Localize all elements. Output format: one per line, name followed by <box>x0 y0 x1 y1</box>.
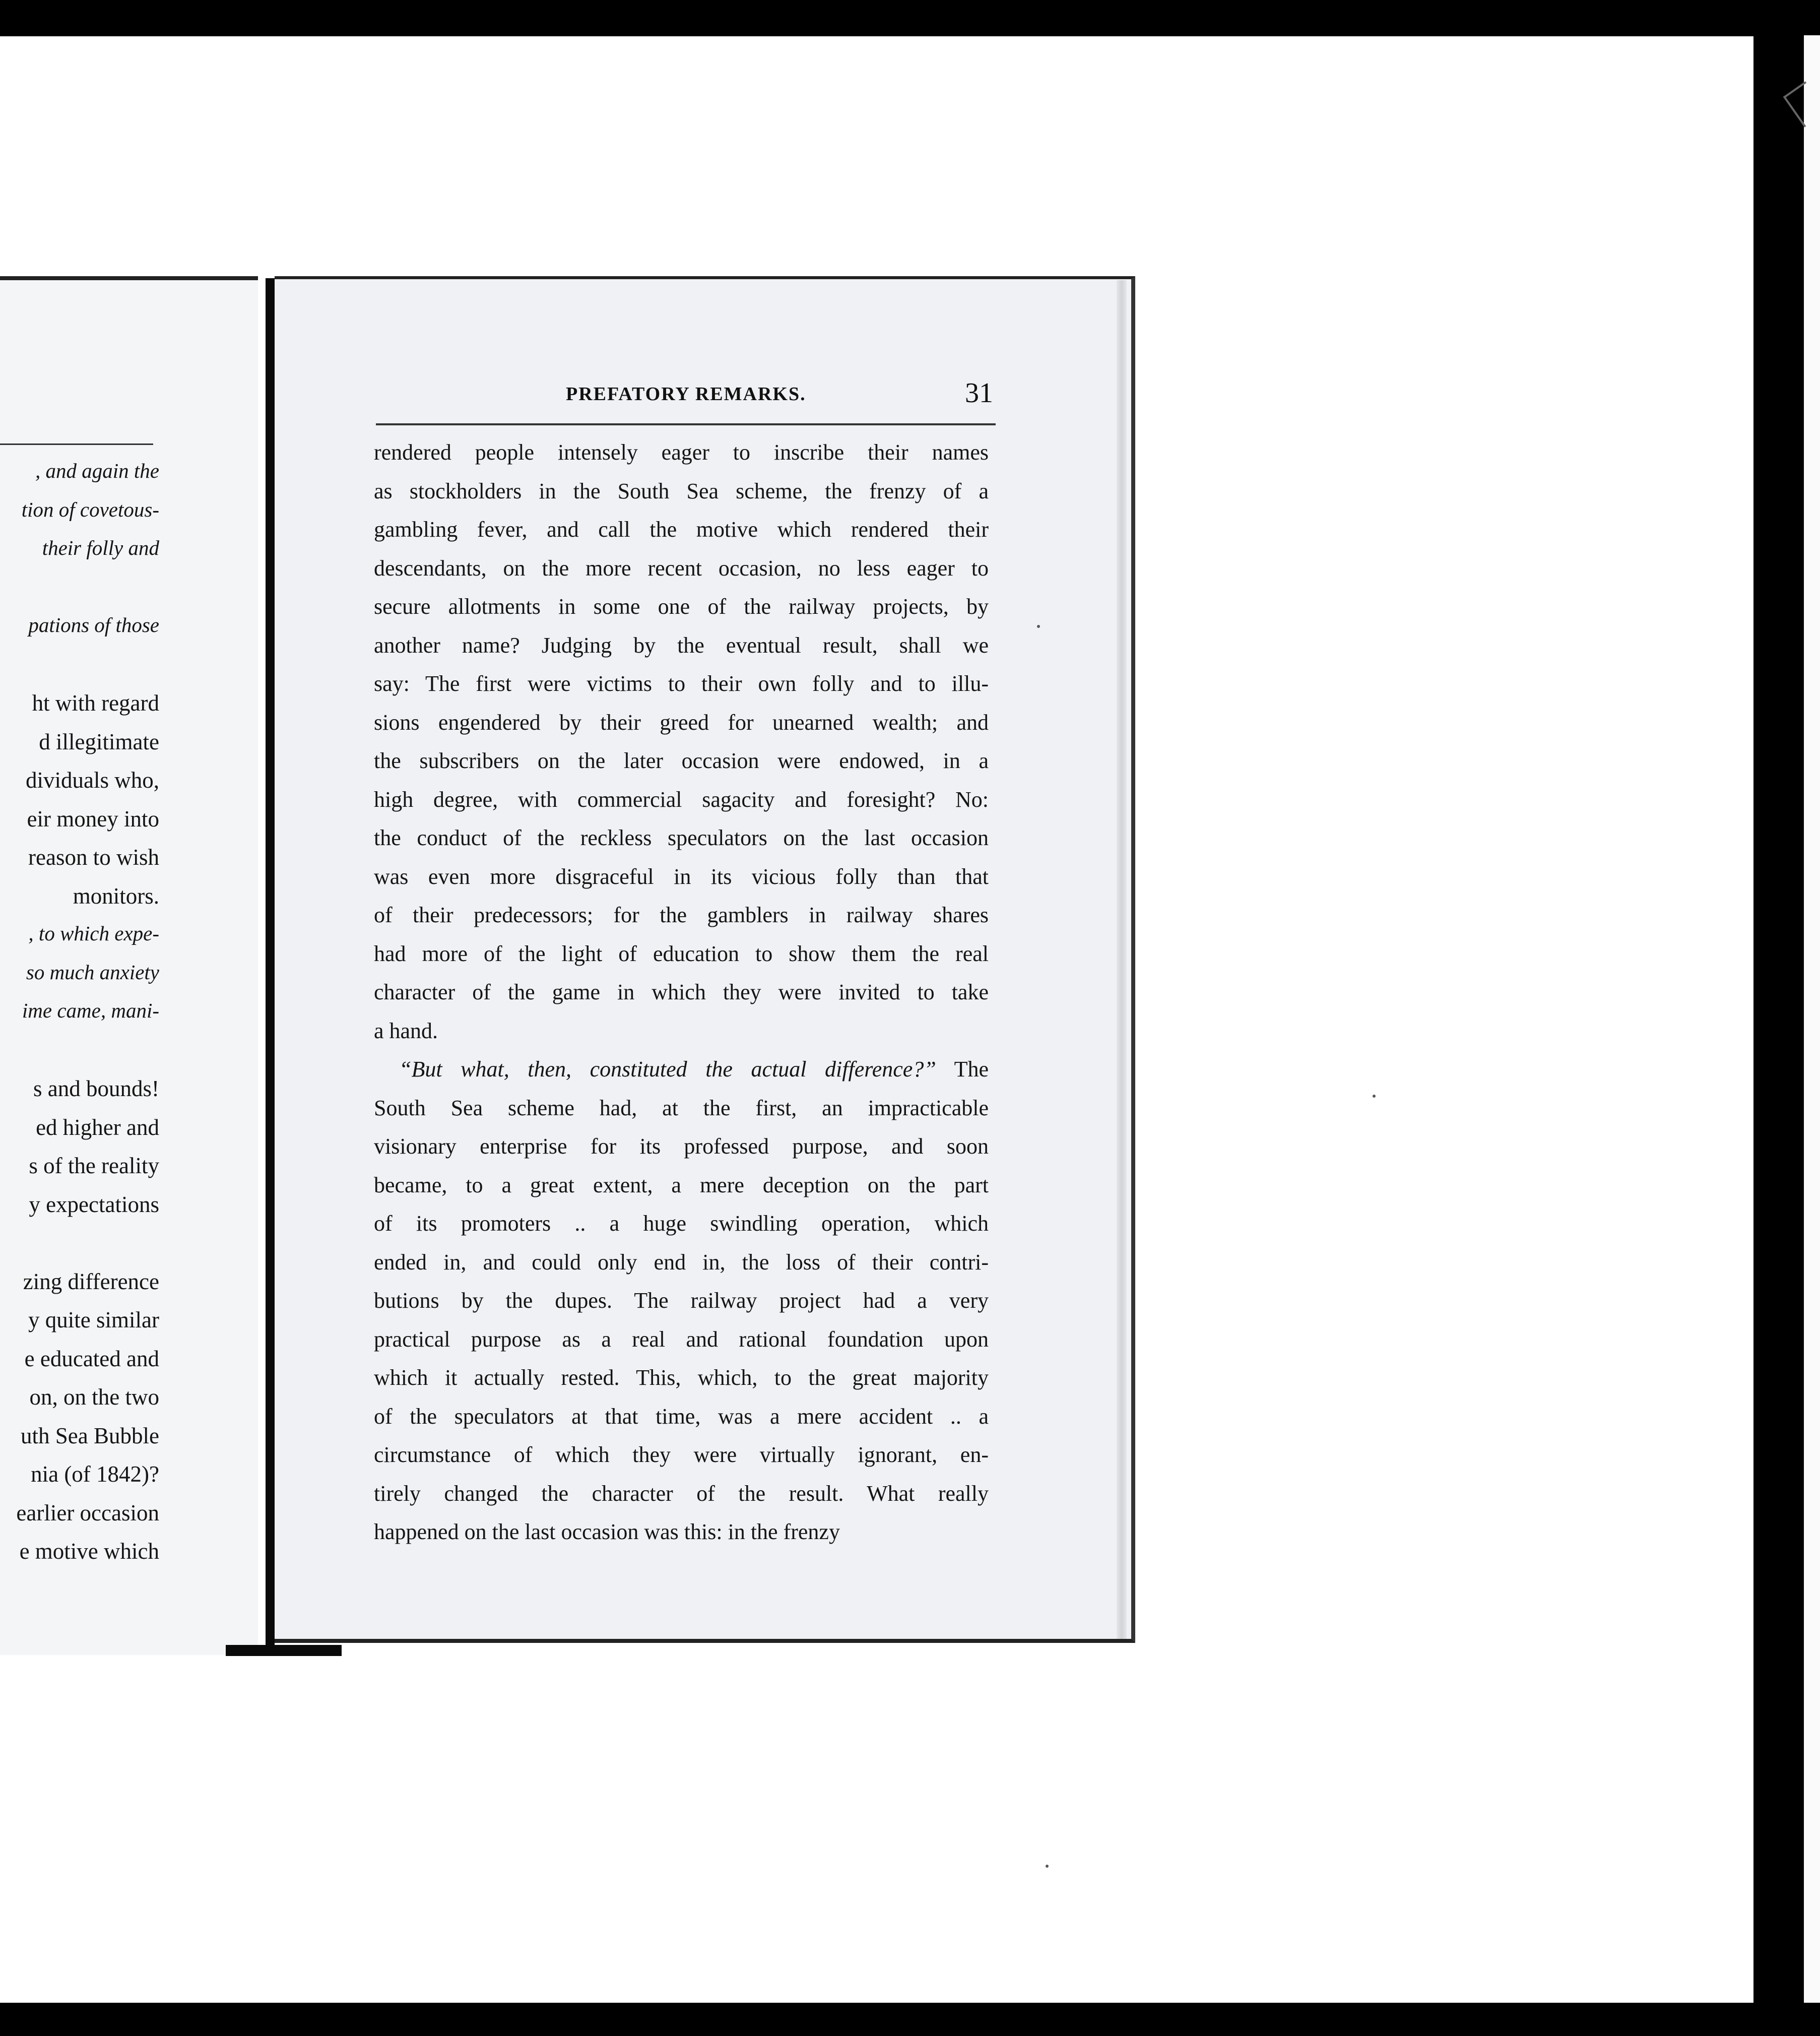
book-gutter <box>266 278 275 1651</box>
body-text-line: rendered people intensely eager to inscribe their names <box>374 440 989 465</box>
left-page-line: tion of covetous- <box>21 497 159 521</box>
quoted-question: “But what, then, constituted the actual difference?” <box>399 1057 936 1081</box>
left-page-line: s and bounds! <box>33 1076 159 1101</box>
body-text-line: of its promoters .. a huge swindling operation, which <box>374 1211 989 1236</box>
left-page-line: , and again the <box>35 459 159 482</box>
body-text-line: secure allotments in some one of the railway projects, by <box>374 594 989 619</box>
body-text-line: another name? Judging by the eventual result, shall we <box>374 632 989 658</box>
body-text-line: say: The first were victims to their own folly and to illu- <box>374 671 989 696</box>
left-page-line: monitors. <box>73 883 159 909</box>
body-text-line: the conduct of the reckless speculators on the last occasion <box>374 825 989 850</box>
left-page-line: e educated and <box>24 1346 159 1371</box>
left-page-line: pations of those <box>28 613 159 637</box>
book-gutter-foot <box>226 1645 342 1656</box>
facing-page-left <box>0 276 258 1655</box>
left-page-line: nia (of 1842)? <box>31 1461 159 1487</box>
body-text-line: had more of the light of education to show them the real <box>374 941 989 966</box>
left-page-line: on, on the two <box>29 1384 159 1410</box>
left-page-line: dividuals who, <box>26 768 159 793</box>
film-edge-strip <box>1804 35 1820 2006</box>
left-page-line: s of the reality <box>29 1153 159 1178</box>
body-text-line: of the speculators at that time, was a mere accident .. a <box>374 1404 989 1429</box>
left-page-line: e motive which <box>19 1539 159 1564</box>
left-page-line: so much anxiety <box>26 960 159 984</box>
body-text-line: the subscribers on the later occasion were endowed, in a <box>374 748 989 773</box>
body-text-line: gambling fever, and call the motive which rendered their <box>374 517 989 542</box>
body-text-line: became, to a great extent, a mere deception on the part <box>374 1172 989 1197</box>
body-text-line: South Sea scheme had, at the first, an impracticable <box>374 1095 989 1120</box>
page-fore-edge <box>1117 280 1127 1639</box>
running-head: PREFATORY REMARKS. <box>566 384 806 405</box>
left-page-line: ht with regard <box>32 690 159 716</box>
left-page-line: eir money into <box>27 806 159 832</box>
left-page-line: y expectations <box>29 1191 159 1217</box>
body-text-line: of their predecessors; for the gamblers in railway shares <box>374 903 989 927</box>
scan-speck <box>1373 1095 1376 1098</box>
film-frame-bottom <box>0 2003 1820 2036</box>
body-text-line: butions by the dupes. The railway project had a very <box>374 1288 989 1313</box>
left-page-line: uth Sea Bubble <box>21 1423 159 1448</box>
body-text-line: which it actually rested. This, which, to the great majority <box>374 1365 989 1390</box>
body-text-line: character of the game in which they were invited to take <box>374 980 989 1004</box>
scan-speck <box>1037 625 1040 628</box>
left-page-head-rule <box>0 443 153 445</box>
body-text-line: circumstance of which they were virtually ignorant, en- <box>374 1442 989 1467</box>
left-page-line: ime came, mani- <box>22 999 159 1022</box>
quote-continuation: The <box>954 1057 989 1081</box>
left-page-line: ed higher and <box>36 1114 159 1140</box>
page-number: 31 <box>965 377 993 409</box>
body-text-line: practical purpose as a real and rational foundation upon <box>374 1326 989 1352</box>
body-text-line: as stockholders in the South Sea scheme, the frenzy of a <box>374 478 989 503</box>
body-text-line: tirely changed the character of the result. What really <box>374 1481 989 1506</box>
left-page-line: d illegitimate <box>39 729 159 754</box>
quote-line <box>374 1058 989 1080</box>
body-text-line: descendants, on the more recent occasion, no less eager to <box>374 555 989 581</box>
body-text-line: was even more disgraceful in its vicious folly than that <box>374 864 989 889</box>
left-page-top-edge <box>0 276 258 280</box>
scan-speck <box>1046 1865 1049 1868</box>
body-text-line: sions engendered by their greed for unearned wealth; and <box>374 710 989 735</box>
left-page-line: their folly and <box>42 536 159 559</box>
body-text-line: visionary enterprise for its professed purpose, and soon <box>374 1134 989 1159</box>
left-page-line: y quite similar <box>28 1307 159 1332</box>
body-text-line: high degree, with commercial sagacity and foresight? No: <box>374 787 989 812</box>
film-frame-top <box>0 0 1820 36</box>
left-page-line: , to which expe- <box>28 922 159 945</box>
body-text-line: happened on the last occasion was this: in the frenzy <box>374 1519 840 1544</box>
body-text-line: ended in, and could only end in, the loss of their contri- <box>374 1249 989 1275</box>
left-page-line: earlier occasion <box>16 1500 159 1525</box>
head-rule <box>376 423 996 425</box>
body-text-line: a hand. <box>374 1018 438 1043</box>
left-page-line: zing difference <box>23 1268 159 1294</box>
left-page-line: reason to wish <box>28 845 159 870</box>
